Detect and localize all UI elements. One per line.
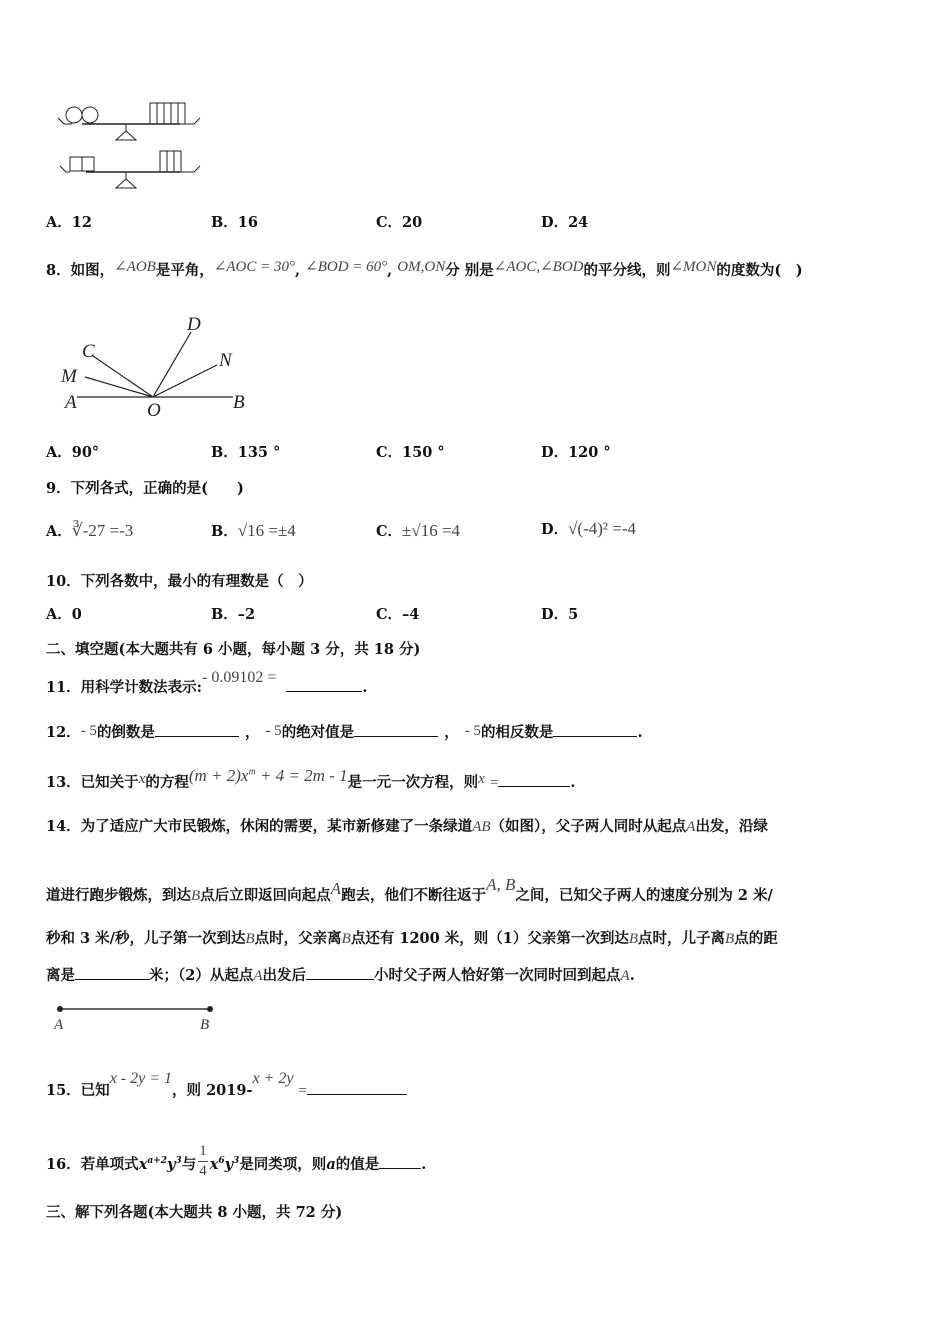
label-m: M xyxy=(61,366,77,387)
q16-blank xyxy=(379,1154,421,1169)
q15: 15．已知x - 2y = 1，则 2019-x + 2y = xyxy=(46,1070,407,1100)
q15-blank xyxy=(307,1080,407,1095)
q9-d-expr: √(-4)² =-4 xyxy=(568,519,636,538)
label-d: D xyxy=(187,314,201,335)
q8-num: 8．如图， xyxy=(46,262,115,279)
q7-option-b: B．16 xyxy=(211,214,258,231)
q8-text-4: 的度数为( ) xyxy=(716,262,803,279)
segment-label-a: A xyxy=(54,1017,64,1033)
q11-blank xyxy=(286,677,362,692)
q9-option-d: D．√(-4)² =-4 xyxy=(541,519,636,538)
label-b: B xyxy=(233,392,245,413)
q8-aocbod: ∠AOC,∠BOD xyxy=(493,259,584,275)
q7-option-c: C．20 xyxy=(376,214,423,231)
q12-blank-2 xyxy=(354,722,438,737)
q8-text-2: 分 别是 xyxy=(445,262,494,279)
q16-monomial-2: $x^6y^3$ xyxy=(209,1156,240,1173)
segment-ab-figure xyxy=(50,1000,220,1034)
q10-option-a: A．0 xyxy=(46,606,82,623)
q10-option-c: C．–4 xyxy=(376,606,420,623)
q9-stem: 9．下列各式，正确的是( ) xyxy=(46,480,244,497)
q14-blank-2 xyxy=(306,965,374,980)
q8-stem: 8．如图，∠AOB是平角，∠AOC = 30°, ∠BOD = 60°, OM,ON分 别是∠AOC,∠BOD的平分线，则∠MON的度数为( ) xyxy=(46,259,803,279)
section-3-title: 三、解下列各题(本大题共 8 小题，共 72 分) xyxy=(46,1204,343,1221)
q16-fraction: $\frac{1}{4}$ xyxy=(199,1143,207,1179)
q9-a-expr: ∛-27 =-3 xyxy=(71,521,134,540)
segment-label-b: B xyxy=(200,1017,210,1033)
q8-bod: ∠BOD = 60° xyxy=(305,259,388,275)
q7-option-a: A．12 xyxy=(46,214,92,231)
q10-option-d: D．5 xyxy=(541,606,579,623)
q14-line-2: 道进行跑步锻炼，到达B点后立即返回向起点A跑去，他们不断往返于A, B之间，已知父子两人的速度分别为 2 米/ xyxy=(46,875,773,904)
q14-line-3: 秒和 3 米/秒，儿子第一次到达B点时，父亲离B点还有 1200 米，则（1）父亲第一次到达B点时，儿子离B点的距 xyxy=(46,930,778,947)
q10-stem: 10．下列各数中，最小的有理数是（ ） xyxy=(46,573,313,590)
q7-option-d: D．24 xyxy=(541,214,589,231)
q15-expr: x + 2y xyxy=(252,1070,294,1087)
q12: 12．- 5的倒数是 ， - 5的绝对值是 ， - 5的相反数是 . xyxy=(46,723,643,741)
q14-blank-1 xyxy=(75,965,149,980)
label-n: N xyxy=(219,350,232,371)
q10-option-b: B．–2 xyxy=(211,606,256,623)
q9-c-expr: ±√16 =4 xyxy=(402,521,461,540)
q8-option-c: C．150 ° xyxy=(376,444,445,461)
q16: 16．若单项式$x^{a+2}y^3$与 $\frac{1}{4}$ $x^6y^3$是同类项，则a的值是 . xyxy=(46,1143,427,1179)
q14-line-4: 离是 米；（2）从起点A出发后 小时父子两人恰好第一次同时回到起点A. xyxy=(46,967,635,984)
q8-omon: OM,ON xyxy=(397,259,446,275)
q15-equation: x - 2y = 1 xyxy=(109,1070,173,1087)
q12-blank-1 xyxy=(155,722,239,737)
q14-line-1: 14．为了适应广大市民锻炼，休闲的需要，某市新修建了一条绿道AB（如图），父子两人同时从起点A出发，沿绿 xyxy=(46,818,768,835)
q9-option-a: A．∛-27 =-3 xyxy=(46,521,134,540)
angle-figure xyxy=(55,310,255,420)
q11: 11．用科学计数法表示:- 0.09102 =. xyxy=(46,669,368,696)
q8-option-b: B．135 ° xyxy=(211,444,281,461)
q16-monomial-1: $x^{a+2}y^3$ xyxy=(138,1156,182,1173)
q9-option-c: C．±√16 =4 xyxy=(376,521,461,540)
q9-b-expr: √16 =±4 xyxy=(237,521,296,540)
q8-aob: ∠AOB xyxy=(114,259,156,275)
q11-expr: - 0.09102 = xyxy=(202,669,277,686)
q8-aoc: ∠AOC = 30° xyxy=(213,259,296,275)
q8-mon: ∠MON xyxy=(670,259,717,275)
q13: 13．已知关于x的方程$(m + 2)x^m + 4 = 2m - 1$是一元一次方程，则x = . xyxy=(46,766,576,791)
q8-text-1: 是平角， xyxy=(155,262,214,279)
q8-option-a: A．90° xyxy=(46,444,100,461)
q13-blank xyxy=(498,772,570,787)
q9-option-b: B．√16 =±4 xyxy=(211,521,296,540)
label-a: A xyxy=(65,392,77,413)
section-2-title: 二、填空题(本大题共有 6 小题，每小题 3 分，共 18 分) xyxy=(46,641,421,658)
q12-blank-3 xyxy=(553,722,637,737)
label-c: C xyxy=(82,341,95,362)
label-o: O xyxy=(147,400,161,420)
q13-equation: $(m + 2)x^m + 4 = 2m - 1$ xyxy=(188,766,348,785)
q8-text-3: 的平分线，则 xyxy=(583,262,671,279)
q8-option-d: D．120 ° xyxy=(541,444,611,461)
balance-scale-figure xyxy=(50,98,210,193)
